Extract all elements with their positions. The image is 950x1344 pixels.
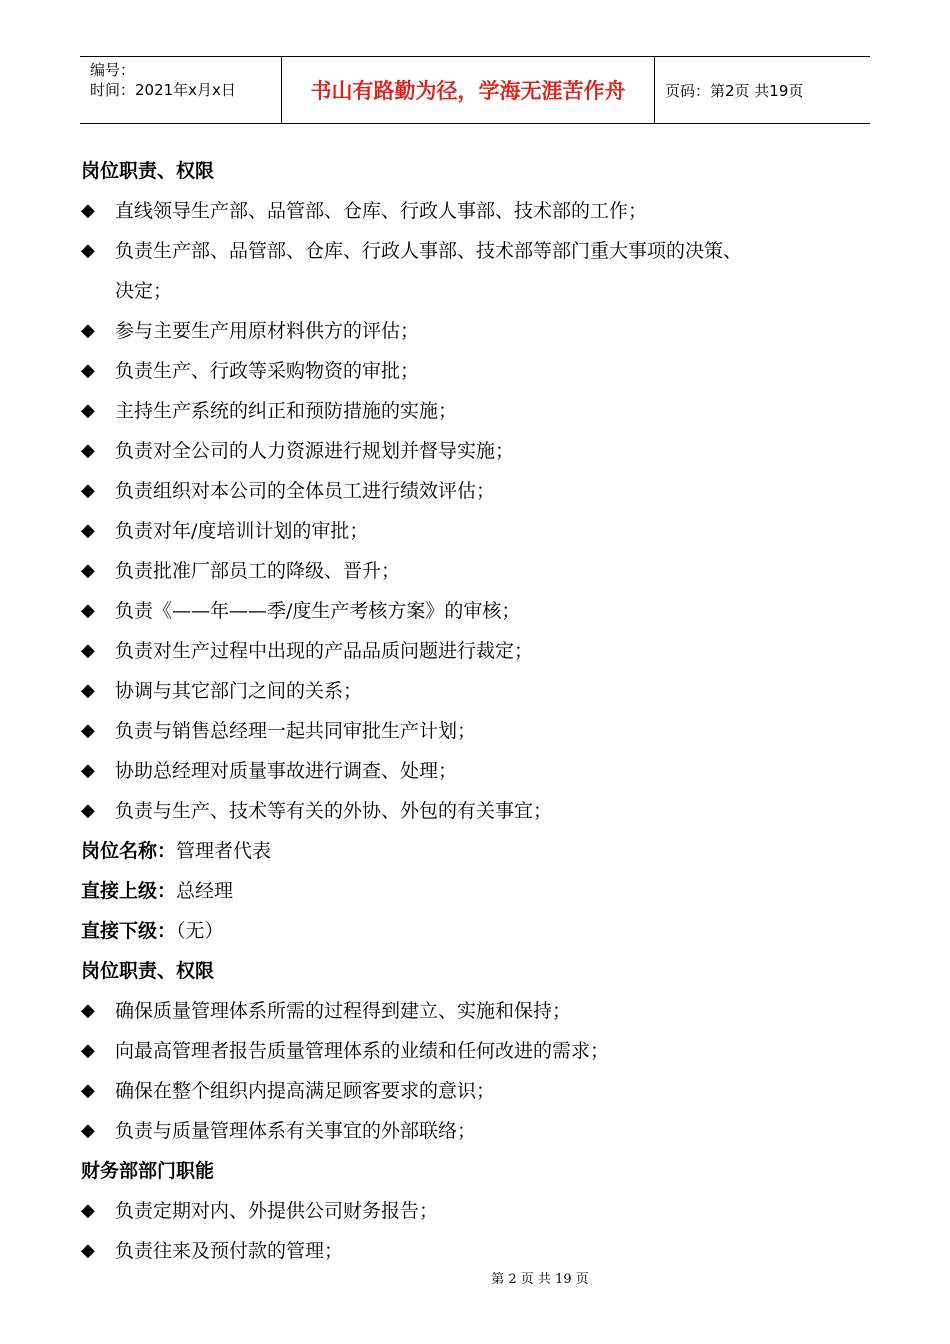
document-time-label: 时间：2021年x月x日 [90,81,236,99]
diamond-bullet-icon: ◆ [81,600,95,621]
header-page-number: 页码：第2页 共19页 [665,81,804,100]
list-item: ◆ 负责《——年——季/度生产考核方案》的审核； [81,591,871,631]
diamond-bullet-icon: ◆ [81,560,95,581]
document-number-label: 编号： [90,61,136,79]
diamond-bullet-icon: ◆ [81,1080,95,1101]
diamond-bullet-icon: ◆ [81,520,95,541]
diamond-bullet-icon: ◆ [81,1040,95,1061]
list-item: ◆ 协调与其它部门之间的关系； [81,671,871,711]
header-meta [80,57,281,123]
diamond-bullet-icon: ◆ [81,440,95,461]
diamond-bullet-icon: ◆ [81,1000,95,1021]
section-heading: 岗位职责、权限 [81,960,215,982]
list-item: ◆ 确保质量管理体系所需的过程得到建立、实施和保持； [81,991,871,1031]
list-item: ◆ 负责生产、行政等采购物资的审批； [81,351,871,391]
list-item: ◆ 直线领导生产部、品管部、仓库、行政人事部、技术部的工作； [81,191,871,231]
diamond-bullet-icon: ◆ [81,240,95,261]
diamond-bullet-icon: ◆ [81,1240,95,1261]
diamond-bullet-icon: ◆ [81,480,95,501]
document-body [81,151,871,1271]
diamond-bullet-icon: ◆ [81,200,95,221]
diamond-bullet-icon: ◆ [81,800,95,821]
list-item: ◆ 负责往来及预付款的管理； [81,1231,871,1271]
diamond-bullet-icon: ◆ [81,320,95,341]
list-item: ◆ 向最高管理者报告质量管理体系的业绩和任何改进的需求； [81,1031,871,1071]
list-item: ◆ 负责与质量管理体系有关事宜的外部联络； [81,1111,871,1151]
direct-subordinate-value: （无） [176,920,224,942]
list-item: ◆ 确保在整个组织内提高满足顾客要求的意识； [81,1071,871,1111]
list-item: ◆ 参与主要生产用原材料供方的评估； [81,311,871,351]
list-item: ◆ 主持生产系统的纠正和预防措施的实施； [81,391,871,431]
diamond-bullet-icon: ◆ [81,680,95,701]
diamond-bullet-icon: ◆ [81,360,95,381]
list-item: ◆ 负责对全公司的人力资源进行规划并督导实施； [81,431,871,471]
list-item: ◆ 负责定期对内、外提供公司财务报告； [81,1191,871,1231]
diamond-bullet-icon: ◆ [81,1120,95,1141]
list-item: ◆ 负责组织对本公司的全体员工进行绩效评估； [81,471,871,511]
section-heading: 岗位职责、权限 [81,160,215,182]
list-item: ◆ 负责与销售总经理一起共同审批生产计划； [81,711,871,751]
list-item: ◆ 负责批准厂部员工的降级、晋升； [81,551,871,591]
page-header [80,56,870,124]
diamond-bullet-icon: ◆ [81,400,95,421]
diamond-bullet-icon: ◆ [81,760,95,781]
diamond-bullet-icon: ◆ [81,1200,95,1221]
direct-subordinate-key: 直接下级： [81,920,177,942]
header-slogan: 书山有路勤为径，学海无涯苦作舟 [281,57,655,123]
diamond-bullet-icon: ◆ [81,720,95,741]
position-name-row [81,831,871,871]
list-item: ◆ 负责生产部、品管部、仓库、行政人事部、技术部等部门重大事项的决策、 [81,231,871,271]
list-item: ◆ 负责与生产、技术等有关的外协、外包的有关事宜； [81,791,871,831]
list-item: ◆ 协助总经理对质量事故进行调查、处理； [81,751,871,791]
list-item: ◆ 负责对生产过程中出现的产品品质问题进行裁定； [81,631,871,671]
position-name-key: 岗位名称： [81,840,177,862]
direct-subordinate-row [81,911,871,951]
list-item-continuation: 决定； [115,280,173,302]
list-item: ◆ 负责对年/度培训计划的审批； [81,511,871,551]
direct-superior-value: 总经理 [176,880,234,902]
diamond-bullet-icon: ◆ [81,640,95,661]
direct-superior-row [81,871,871,911]
section-heading: 财务部部门职能 [81,1160,215,1182]
position-name-value: 管理者代表 [176,840,272,862]
direct-superior-key: 直接上级： [81,880,177,902]
page-footer: 第 2 页 共 19 页 [491,1272,589,1287]
